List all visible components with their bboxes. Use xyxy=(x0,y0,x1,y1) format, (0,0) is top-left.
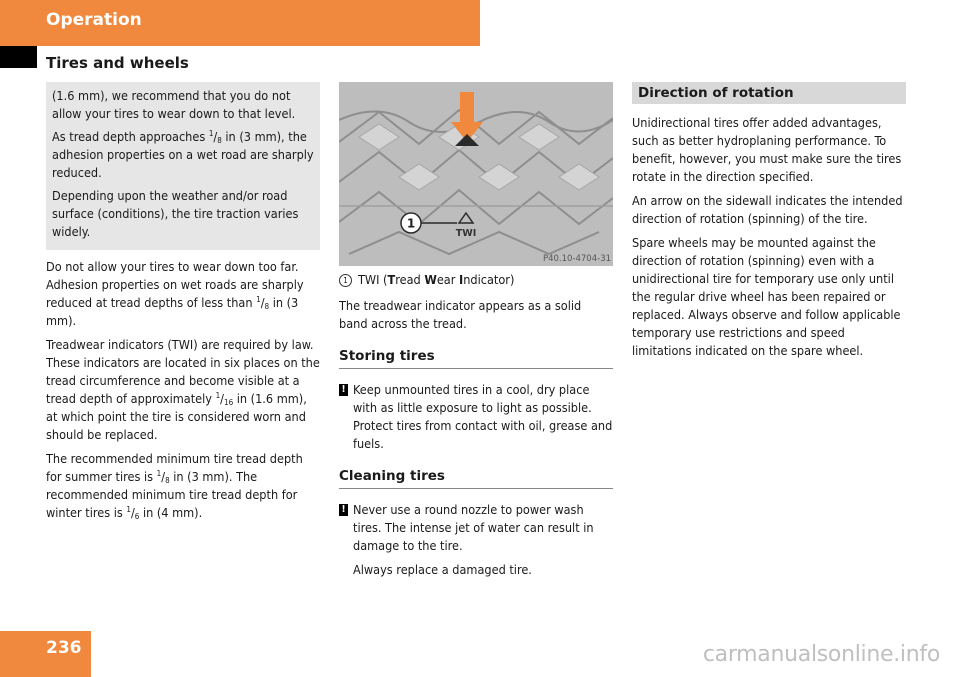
body-paragraph: An arrow on the sidewall indicates the intended direction of rotation (spinning) of the tire. xyxy=(632,193,903,226)
body-paragraph: Unidirectional tires offer added advantages, such as better hydroplaning performance. To benefit, however, you must make sure the tires rotate in the direction specified. xyxy=(632,115,902,184)
body-paragraph: The recommended minimum tire tread depth for summer tires is $^1/_8$ in (3 mm). The recommended minimum tire tread depth for winter tires is $^1/_6$ in (4 mm). xyxy=(46,451,303,521)
body-paragraph: Do not allow your tires to wear down too far. Adhesion properties on wet roads are sharply reduced at tread depths of less than $^1/_8$ in (3 mm). xyxy=(46,259,304,328)
warning-icon: ! xyxy=(339,384,348,396)
section-title: Tires and wheels xyxy=(46,54,189,72)
warning-note: ! Never use a round nozzle to power wash tires. The intense jet of water can result in damage to the tire. Always replace a damaged tire. xyxy=(339,501,613,579)
figure-callout-number: 1 xyxy=(406,216,416,231)
page-number: 236 xyxy=(46,638,82,658)
chapter-title: Operation xyxy=(46,10,142,30)
column-2 xyxy=(339,82,613,585)
tire-tread-drawing xyxy=(339,82,613,266)
warning-note: ! Keep unmounted tires in a cool, dry place with as little exposure to light as possible. Protect tires from contact with oil, grease and fuels. xyxy=(339,381,613,453)
figure-twi-label: TWI xyxy=(455,228,477,239)
tire-tread-illustration xyxy=(339,82,613,266)
note-paragraph: (1.6 mm), we recommend that you do not allow your tires to wear down to that level. xyxy=(52,88,296,121)
body-paragraph: Spare wheels may be mounted against the direction of rotation (spinning) even with a unidirectional tire for temporary use only until the regular drive wheel has been repaired or replaced. Always observe and follow applicable temporary use restrictions and speed limitations indicated on the spare wheel. xyxy=(632,235,901,358)
continued-note-box xyxy=(46,82,320,250)
body-paragraph: The treadwear indicator appears as a solid band across the tread. xyxy=(339,298,582,331)
subheading-direction: Direction of rotation xyxy=(632,82,906,104)
callout-number: 1 xyxy=(339,274,352,287)
subheading-cleaning: Cleaning tires xyxy=(339,467,613,489)
subheading-storing: Storing tires xyxy=(339,347,613,369)
body-paragraph: Treadwear indicators (TWI) are required by law. These indicators are located in six places on the tread circumference and become visible at a tread depth of approximately $^1/_{16}$ in (1.6 mm), at which point the tire is considered worn and should be replaced. xyxy=(46,337,320,442)
note-paragraph: Depending upon the weather and/or road surface (conditions), the tire traction varies widely. xyxy=(52,188,299,239)
warning-icon: ! xyxy=(339,504,348,516)
figure-code: P40.10-4704-31 xyxy=(542,254,612,264)
column-1 xyxy=(46,82,320,528)
column-3 xyxy=(632,82,906,366)
section-marker xyxy=(0,46,37,68)
note-paragraph: As tread depth approaches $^1/_8$ in (3 mm), the adhesion properties on a wet road are sharply reduced. xyxy=(52,129,314,180)
watermark: carmanualsonline.info xyxy=(702,642,940,667)
figure-caption: 1 TWI (Tread Wear Indicator) xyxy=(339,271,613,289)
arrow-icon xyxy=(460,92,474,124)
